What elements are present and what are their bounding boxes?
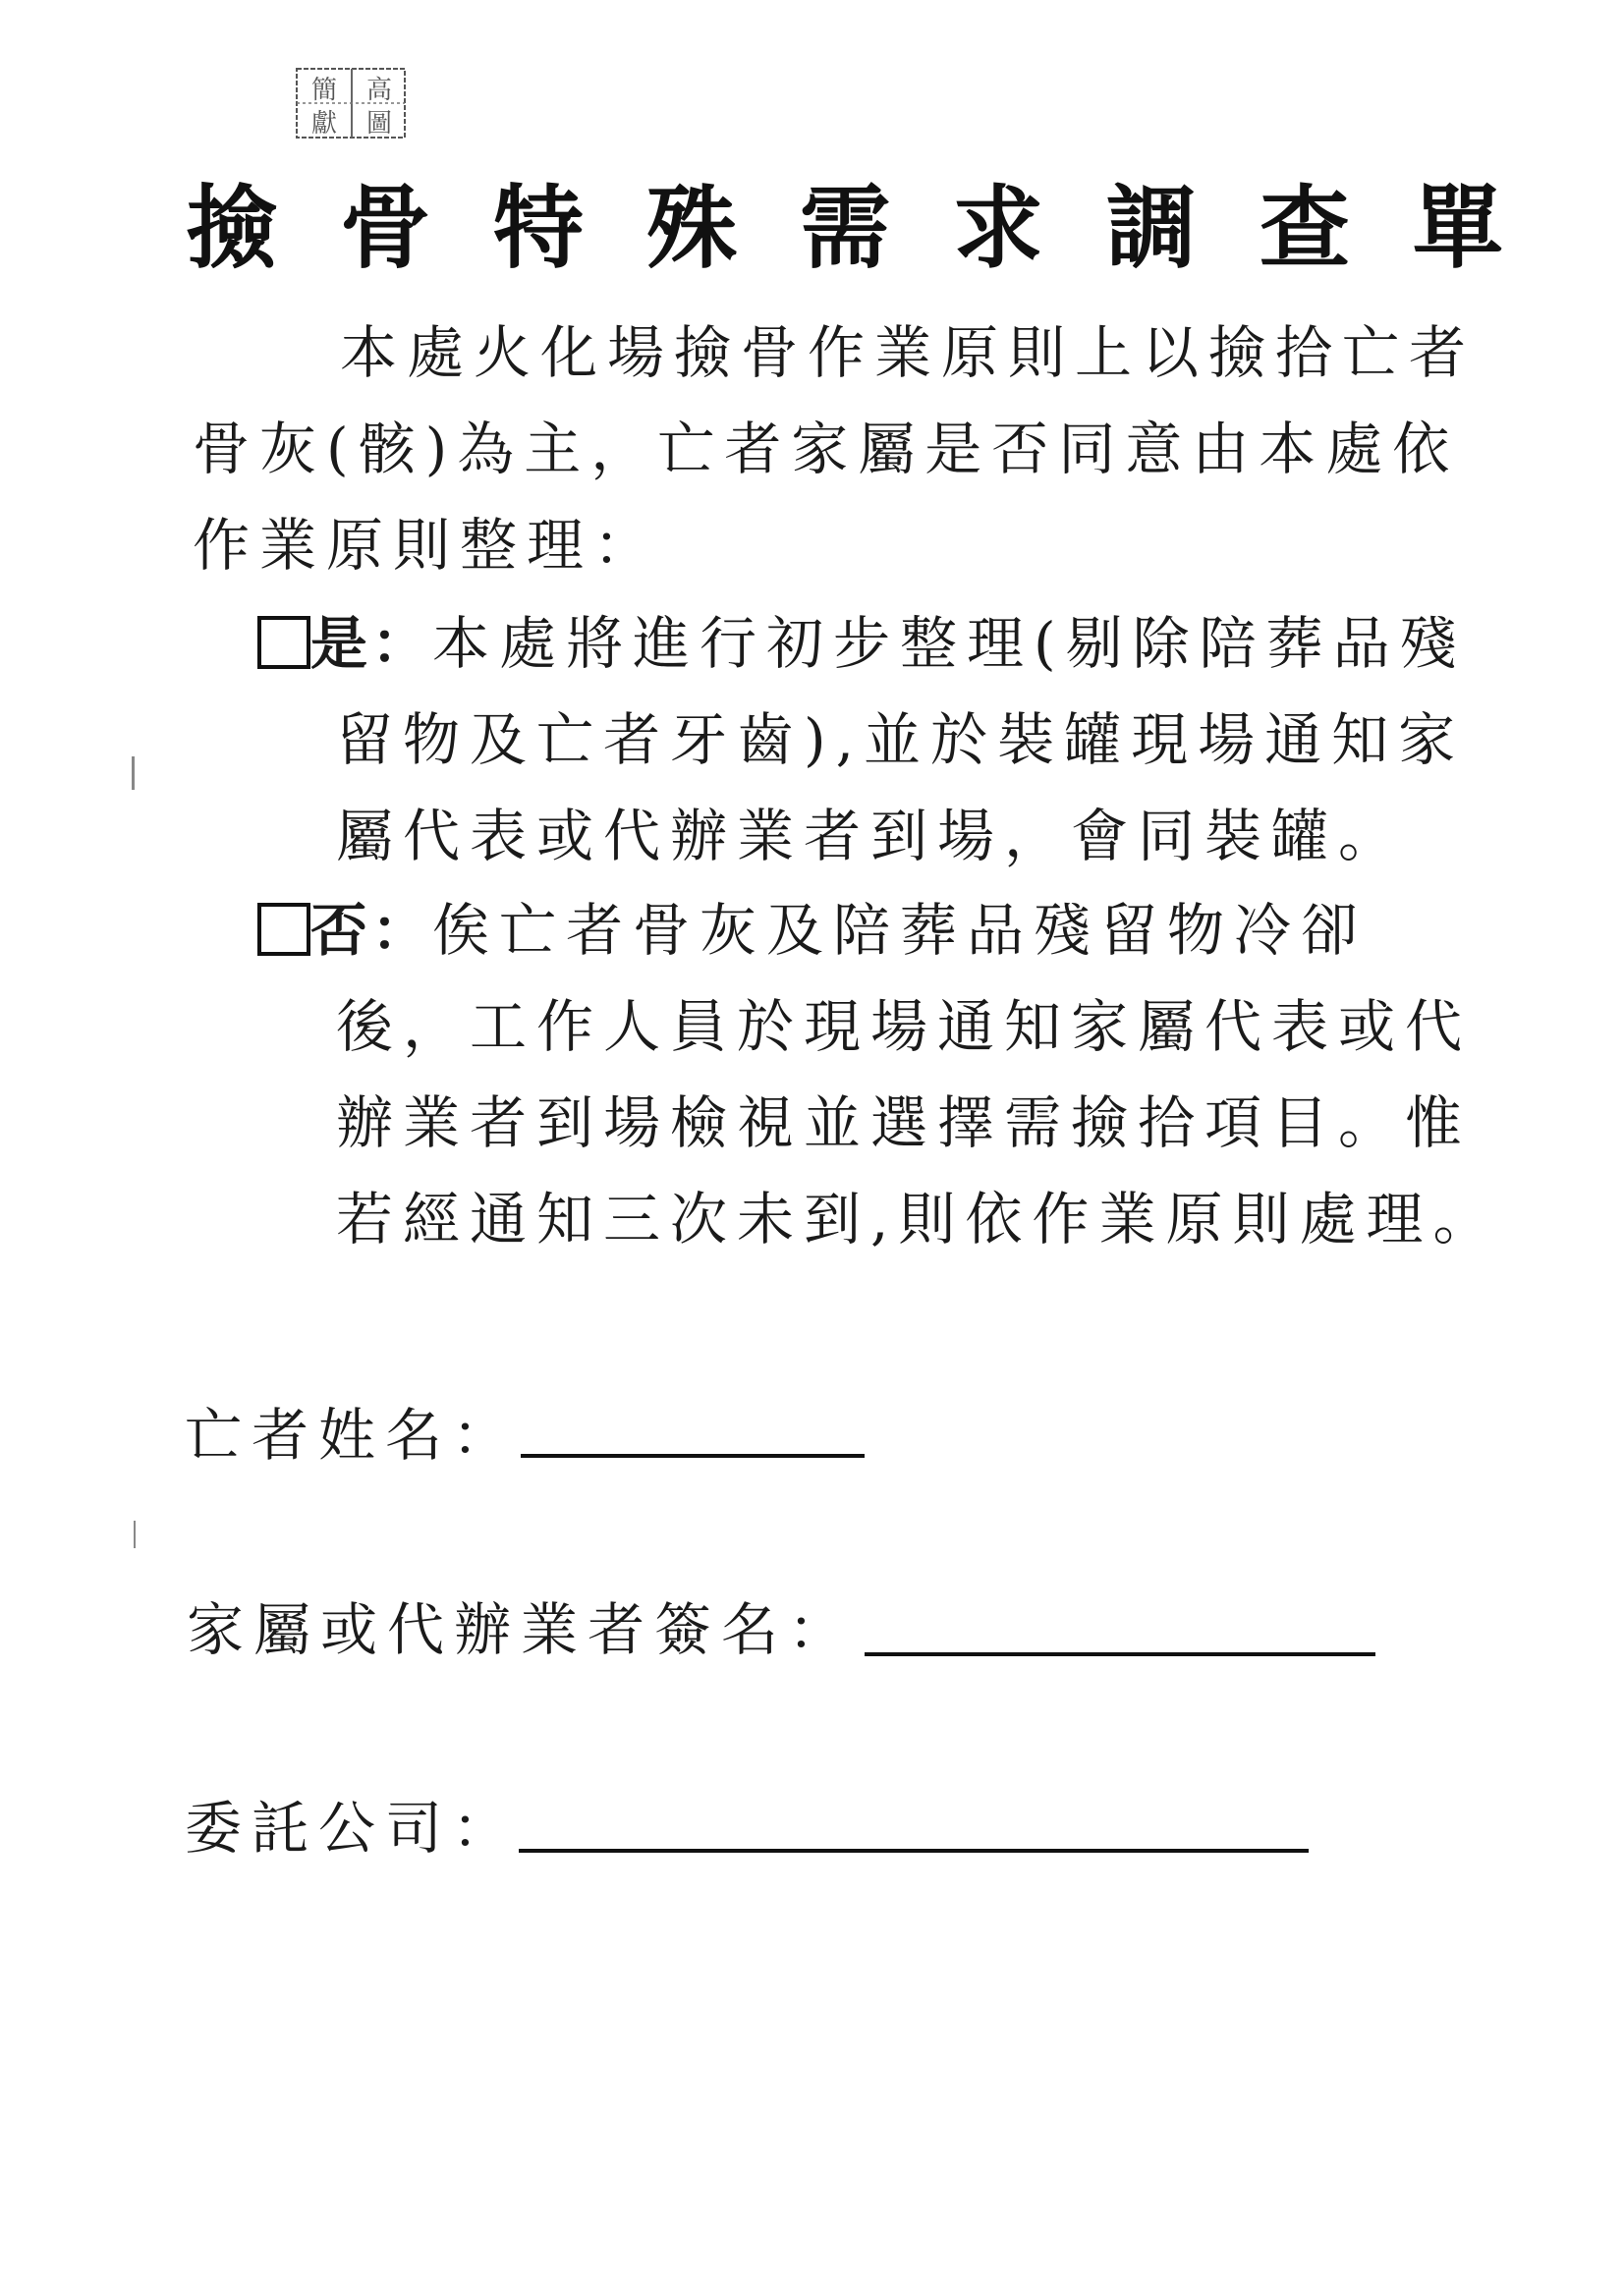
no-checkbox[interactable] [257,903,310,956]
scan-mark [132,756,135,790]
title-char: 查 [1259,176,1350,281]
company-label: 委託公司： [185,1795,520,1862]
deceased-name-label: 亡者姓名： [185,1402,520,1469]
intro-line: 骨灰(骸)為主，亡者家屬是否同意由本處依 [193,416,1460,482]
title-char: 殊 [645,176,737,281]
title-char: 需 [799,176,890,281]
svg-text:高: 高 [365,76,393,105]
svg-text:圖: 圖 [365,109,393,139]
signature-input[interactable] [865,1591,1375,1656]
yes-checkbox[interactable] [257,616,310,669]
option-yes-line: 留物及亡者牙齒),並於裝罐現場通知家 [336,706,1466,773]
option-yes-line: 屬代表或代辦業者到場，會同裝罐。 [336,803,1406,869]
scan-mark [134,1521,136,1548]
seal-stamp-icon [293,63,409,141]
intro-line: 本處火化場撿骨作業原則上以撿拾亡者 [340,319,1477,386]
no-label: 否： [310,897,433,964]
intro-line: 作業原則整理： [193,512,661,579]
title-char: 單 [1412,176,1503,281]
option-yes-line: 本處將進行初步整理(剔除陪葬品殘 [432,610,1467,677]
option-no [257,882,1499,1267]
option-no-line: 俟亡者骨灰及陪葬品殘留物冷卻 [432,897,1369,964]
svg-text:獻: 獻 [310,109,338,139]
signature-label: 家屬或代辦業者簽名： [187,1596,856,1663]
yes-label: 是： [310,610,433,677]
title-char: 撿 [187,176,278,281]
option-no-line: 辦業者到場檢視並選擇需撿拾項目。惟 [336,1089,1473,1156]
company-input[interactable] [519,1788,1309,1853]
svg-text:簡: 簡 [310,76,338,105]
title-char: 調 [1105,176,1197,281]
title-char: 骨 [339,176,430,281]
intro-paragraph [193,305,1476,593]
option-yes [257,595,1467,884]
page-title [187,167,1503,281]
option-no-line: 若經通知三次未到,則依作業原則處理。 [336,1186,1500,1252]
title-char: 求 [952,176,1043,281]
deceased-name-input[interactable] [521,1393,865,1458]
option-no-line: 後，工作人員於現場通知家屬代表或代 [336,993,1473,1060]
title-char: 特 [492,176,584,281]
